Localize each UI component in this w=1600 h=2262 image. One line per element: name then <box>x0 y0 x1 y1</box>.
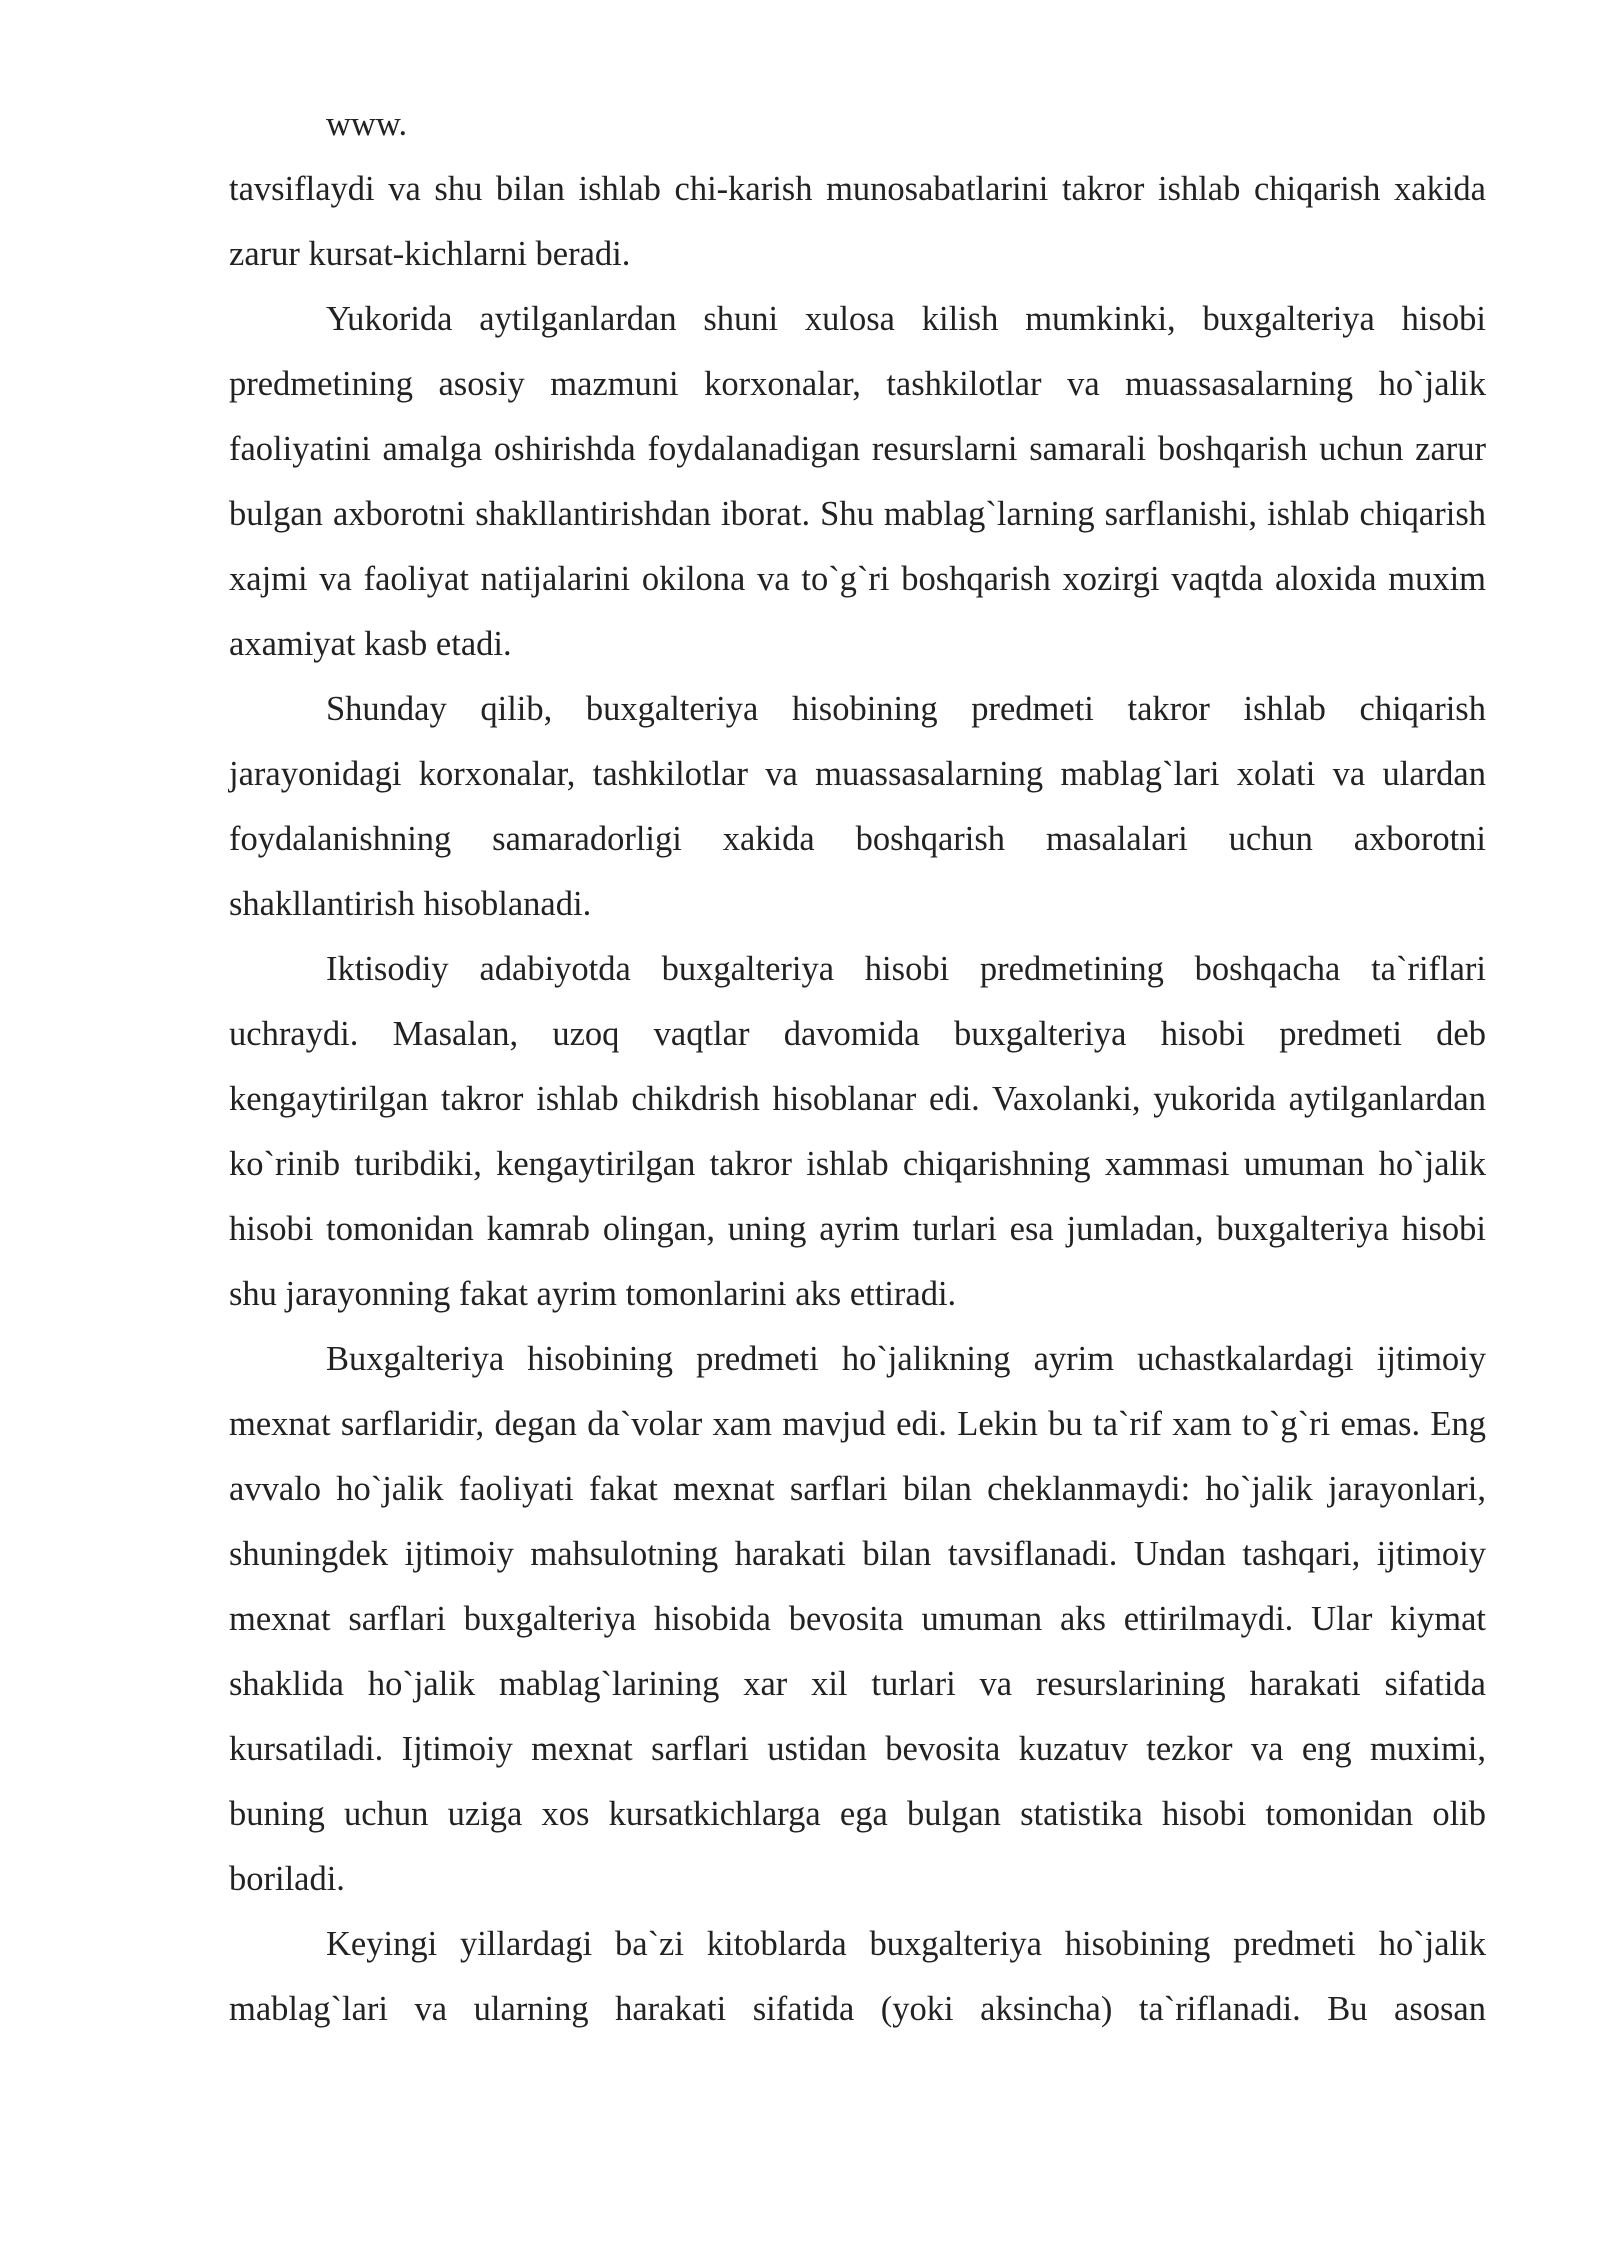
paragraph-labor-costs: Buxgalteriya hisobining predmeti ho`jalikning ayrim uchastkalardagi ijtimoiy mexnat sarflaridir, degan da`volar xam mavjud edi. Lekin bu ta`rif xam to`g`ri emas. Eng avvalo ho`jalik faoliyati fakat mexnat sarflari bilan cheklanmaydi: ho`jalik jarayonlari, shuningdek ijtimoiy mahsulotning harakati bilan tavsiflanadi. Undan tashqari, ijtimoiy mexnat sarflari buxgalteriya hisobida bevosita umuman aks ettirilmaydi. Ular kiymat shaklida ho`jalik mablag`larining xar xil turlari va resurslarining harakati sifatida kursatiladi. Ijtimoiy mexnat sarflari ustidan bevosita kuzatuv tezkor va eng muximi, buning uchun uziga xos kursatkichlarga ega bulgan statistika hisobi tomonidan olib boriladi. <box>229 1340 1486 1898</box>
paragraph-summary: Yukorida aytilganlardan shuni xulosa kilish mumkinki, buxgalteriya hisobi predmetining asosiy mazmuni korxonalar, tashkilotlar va muassasalarning ho`jalik faoliyatini amalga oshirishda foydalanadigan resurslarni samarali boshqarish uchun zarur bulgan axborotni shakllantirishdan iborat. Shu mablag`larning sarflanishi, ishlab chiqarish xajmi va faoliyat natijalarini okilona va to`g`ri boshqarish xozirgi vaqtda aloxida muxim axamiyat kasb etadi. <box>229 300 1486 663</box>
paragraph-recent-books: Keyingi yillardagi ba`zi kitoblarda buxgalteriya hisobining predmeti ho`jalik mablag`lari va ularning harakati sifatida (yoki aksincha) ta`riflanadi. Bu asosan <box>229 1925 1486 2028</box>
header-fragment: www. <box>326 105 408 143</box>
paragraph-definition: Shunday qilib, buxgalteriya hisobining predmeti takror ishlab chiqarish jarayonidagi korxonalar, tashkilotlar va muassasalarning mablag`lari xolati va ulardan foydalanishning samaradorligi xakida boshqarish masalalari uchun axborotni shakllantirish hisoblanadi. <box>229 690 1486 923</box>
document-body <box>229 92 1486 2042</box>
paragraph-continuation: tavsiflaydi va shu bilan ishlab chi-karish munosabatlarini takror ishlab chiqarish xakida zarur kursat-kichlarni beradi. <box>229 170 1486 273</box>
paragraph-economic-literature: Iktisodiy adabiyotda buxgalteriya hisobi predmetining boshqacha ta`riflari uchraydi. Masalan, uzoq vaqtlar davomida buxgalteriya hisobi predmeti deb kengaytirilgan takror ishlab chikdrish hisoblanar edi. Vaxolanki, yukorida aytilganlardan ko`rinib turibdiki, kengaytirilgan takror ishlab chiqarishning xammasi umuman ho`jalik hisobi tomonidan kamrab olingan, uning ayrim turlari esa jumladan, buxgalteriya hisobi shu jarayonning fakat ayrim tomonlarini aks ettiradi. <box>229 950 1486 1313</box>
